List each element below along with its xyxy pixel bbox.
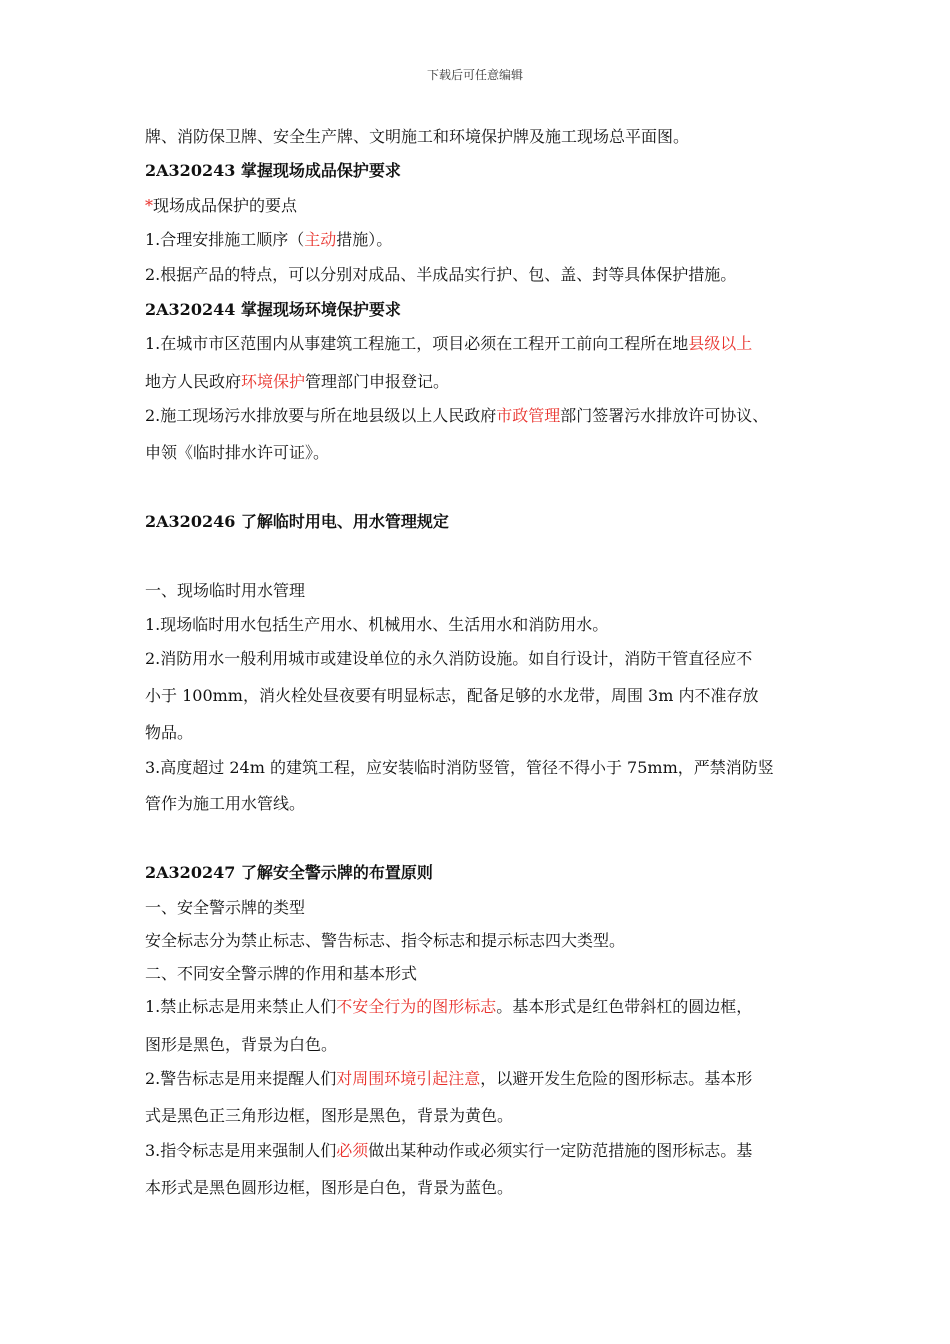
highlight-text: 不安全行为的图形标志 bbox=[336, 997, 497, 1016]
text-run: 措施）。 bbox=[336, 230, 393, 249]
paragraph-line: 式是黑色正三角形边框，图形是黑色，背景为黄色。 bbox=[145, 1106, 514, 1125]
highlight-text: 对周围环境引起注意 bbox=[336, 1069, 481, 1088]
page-header-note: 下载后可任意编辑 bbox=[426, 68, 523, 82]
paragraph-line bbox=[145, 229, 845, 251]
paragraph-line: 本形式是黑色圆形边框，图形是白色，背景为蓝色。 bbox=[145, 1178, 514, 1197]
paragraph-line: 牌、消防保卫牌、安全生产牌、文明施工和环境保护牌及施工现场总平面图。 bbox=[145, 127, 690, 146]
paragraph-line: 2.消防用水一般利用城市或建设单位的永久消防设施。如自行设计，消防干管直径应不 bbox=[145, 649, 753, 668]
paragraph-line: 物品。 bbox=[145, 723, 194, 742]
paragraph-line: 3.高度超过 24m 的建筑工程，应安装临时消防竖管，管径不得小于 75mm，严禁消防竖 bbox=[145, 758, 774, 777]
paragraph-line: 安全标志分为禁止标志、警告标志、指令标志和提示标志四大类型。 bbox=[145, 931, 626, 950]
paragraph-line bbox=[145, 333, 845, 355]
highlight-text: 市政管理 bbox=[496, 406, 561, 425]
text-run: 2.警告标志是用来提醒人们 bbox=[145, 1069, 337, 1088]
paragraph-line bbox=[145, 996, 845, 1018]
section-heading: 2A320246 了解临时用电、用水管理规定 bbox=[145, 512, 449, 531]
paragraph-line: 管作为施工用水管线。 bbox=[145, 794, 306, 813]
text-run: 1.禁止标志是用来禁止人们 bbox=[145, 997, 337, 1016]
text-run: ，以避开发生危险的图形标志。基本形 bbox=[480, 1069, 753, 1088]
text-run: 。基本形式是红色带斜杠的圆边框， bbox=[496, 997, 753, 1016]
text-run: 1.在城市市区范围内从事建筑工程施工，项目必须在工程开工前向工程所在地 bbox=[145, 334, 689, 353]
paragraph-line bbox=[145, 371, 845, 393]
paragraph-line: 2.根据产品的特点，可以分别对成品、半成品实行护、包、盖、封等具体保护措施。 bbox=[145, 265, 737, 284]
highlight-text: 环境保护 bbox=[241, 372, 306, 391]
text-run: 地方人民政府 bbox=[145, 372, 242, 391]
text-run: 做出某种动作或必须实行一定防范措施的图形标志。基 bbox=[368, 1141, 753, 1160]
section-heading: 2A320247 了解安全警示牌的布置原则 bbox=[145, 863, 433, 882]
highlight-text: 主动 bbox=[304, 230, 337, 249]
paragraph-line: 一、现场临时用水管理 bbox=[145, 581, 306, 600]
paragraph-line: 1.现场临时用水包括生产用水、机械用水、生活用水和消防用水。 bbox=[145, 615, 609, 634]
paragraph-line: 二、不同安全警示牌的作用和基本形式 bbox=[145, 964, 418, 983]
highlight-text: 县级以上 bbox=[688, 334, 753, 353]
text-run: 部门签署污水排放许可协议、 bbox=[560, 406, 769, 425]
paragraph-line bbox=[145, 405, 845, 427]
highlight-text: 必须 bbox=[336, 1141, 369, 1160]
paragraph-line: 一、安全警示牌的类型 bbox=[145, 898, 306, 917]
paragraph-line: 图形是黑色，背景为白色。 bbox=[145, 1035, 338, 1054]
text-run: 3.指令标志是用来强制人们 bbox=[145, 1141, 337, 1160]
paragraph-line: 小于 100mm，消火栓处昼夜要有明显标志，配备足够的水龙带，周围 3m 内不准存放 bbox=[145, 686, 759, 705]
text-run: 2.施工现场污水排放要与所在地县级以上人民政府 bbox=[145, 406, 497, 425]
paragraph-line bbox=[145, 1140, 845, 1162]
paragraph-line: 申领《临时排水许可证》。 bbox=[145, 443, 330, 462]
text-run: 1.合理安排施工顺序（ bbox=[145, 230, 305, 249]
asterisk-mark: * bbox=[145, 196, 153, 215]
paragraph-line bbox=[145, 1068, 845, 1090]
text-run: 管理部门申报登记。 bbox=[305, 372, 450, 391]
section-heading: 2A320244 掌握现场环境保护要求 bbox=[145, 300, 401, 319]
text-run: 现场成品保护的要点 bbox=[153, 196, 298, 215]
section-heading: 2A320243 掌握现场成品保护要求 bbox=[145, 161, 401, 180]
paragraph-line bbox=[145, 195, 845, 217]
